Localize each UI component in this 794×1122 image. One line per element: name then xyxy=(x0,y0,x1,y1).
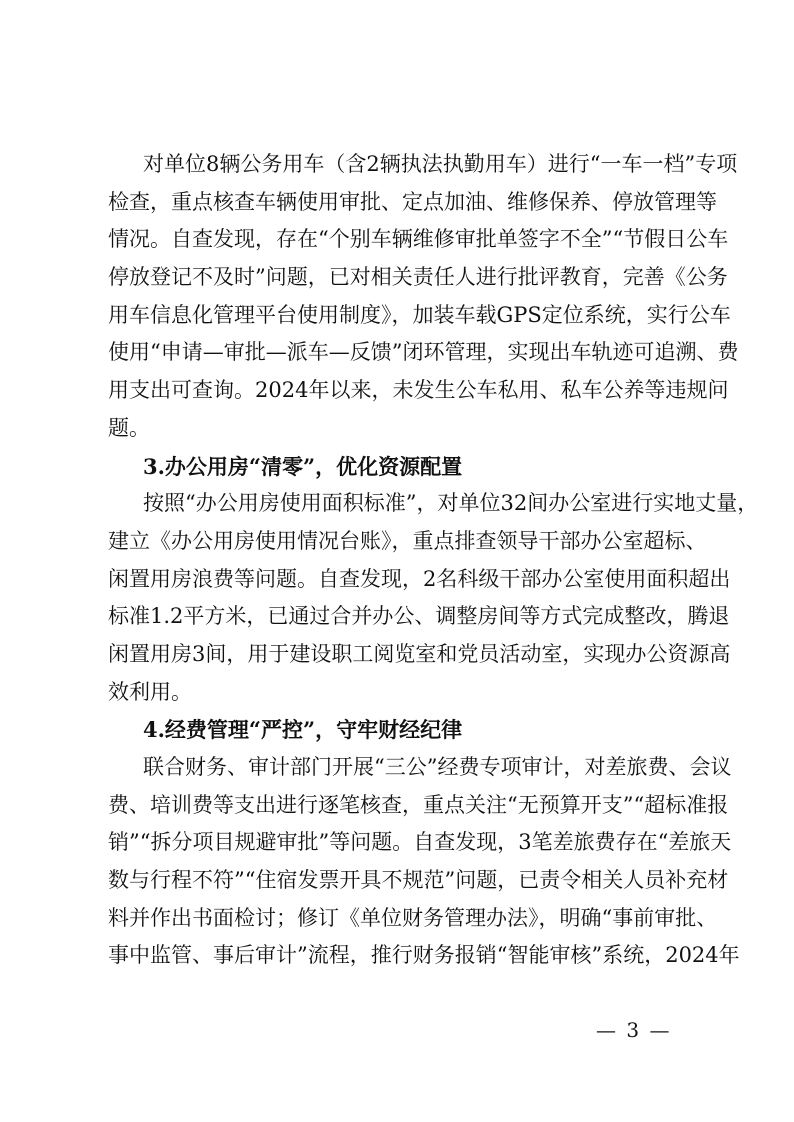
paragraph-line: 标准1.2平方米，已通过合并办公、调整房间等方式完成整改，腾退 xyxy=(108,604,730,629)
paragraph-line: 检查，重点核查车辆使用审批、定点加油、维修保养、停放管理等 xyxy=(108,189,717,214)
paragraph-line: 用车信息化管理平台使用制度》，加装车载GPS定位系统，实行公车 xyxy=(108,302,731,327)
paragraph-line: 题。 xyxy=(108,415,150,440)
section-heading: 3.办公用房“清零”，优化资源配置 xyxy=(143,453,463,479)
paragraph xyxy=(108,749,740,975)
paragraph-line: 联合财务、审计部门开展“三公”经费专项审计，对差旅费、会议 xyxy=(143,755,732,779)
paragraph-line: 停放登记不及时”问题，已对相关责任人进行批评教育，完善《公务 xyxy=(108,265,728,290)
paragraph-line: 闲置用房3间，用于建设职工阅览室和党员活动室，实现办公资源高 xyxy=(108,641,731,666)
document-body xyxy=(108,146,759,975)
paragraph-line: 销”“拆分项目规避审批”等问题。自查发现，3笔差旅费存在“差旅天 xyxy=(108,830,732,855)
paragraph-line: 闲置用房浪费等问题。自查发现，2名科级干部办公室使用面积超出 xyxy=(108,566,731,591)
paragraph-line: 建立《办公用房使用情况台账》，重点排查领导干部办公室超标、 xyxy=(108,528,707,553)
paragraph xyxy=(108,146,739,448)
paragraph-line: 按照“办公用房使用面积标准”，对单位32间办公室进行实地丈量， xyxy=(143,491,759,516)
paragraph-line: 费、培训费等支出进行逐笔核查，重点关注“无预算开支”“超标准报 xyxy=(108,792,729,817)
section-heading: 4.经费管理“严控”，守牢财经纪律 xyxy=(143,717,463,743)
paragraph-line: 用支出可查询。2024年以来，未发生公车私用、私车公养等违规问 xyxy=(108,378,729,403)
paragraph-line: 料并作出书面检讨；修订《单位财务管理办法》，明确“事前审批、 xyxy=(108,905,718,930)
paragraph-line: 情况。自查发现，存在“个别车辆维修审批单签字不全”“节假日公车 xyxy=(108,227,729,252)
paragraph-line: 对单位8辆公务用车（含2辆执法执勤用车）进行“一车一档”专项 xyxy=(143,152,738,176)
paragraph-line: 事中监管、事后审计”流程，推行财务报销“智能审核”系统，2024年 xyxy=(108,943,740,968)
paragraph xyxy=(108,485,759,711)
paragraph-line: 使用“申请—审批—派车—反馈”闭环管理，实现出车轨迹可追溯、费 xyxy=(108,340,739,365)
paragraph-line: 数与行程不符”“住宿发票开具不规范”问题，已责令相关人员补充材 xyxy=(108,868,729,893)
paragraph-line: 效利用。 xyxy=(108,679,192,704)
page-number: — 3 — xyxy=(596,1018,672,1042)
